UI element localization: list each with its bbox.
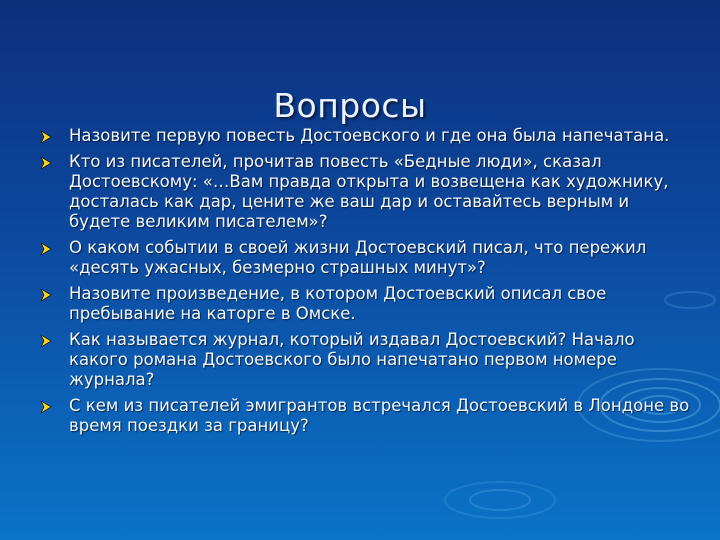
question-item (40, 330, 690, 390)
question-item (40, 152, 690, 232)
question-text: Назовите первую повесть Достоевского и где она была напечатана. (69, 126, 670, 145)
arrow-bullet-icon (40, 335, 52, 347)
question-text: Кто из писателей, прочитав повесть «Бедные люди», сказал Достоевскому: «…Вам правда открыта и возвещена как художнику, досталась как дар, цените же ваш дар и оставайтесь верным и будете великим писателем»? (69, 152, 669, 231)
arrow-bullet-icon (40, 289, 52, 301)
arrow-bullet-icon (40, 131, 52, 143)
question-list (40, 126, 690, 442)
arrow-bullet-icon (40, 157, 52, 169)
question-text: Назовите произведение, в котором Достоевский описал свое пребывание на каторге в Омске. (69, 284, 607, 323)
question-text: О каком событии в своей жизни Достоевский писал, что пережил «десять ужасных, безмерно страшных минут»? (69, 238, 647, 277)
arrow-bullet-icon (40, 401, 52, 413)
question-item (40, 396, 690, 436)
arrow-bullet-icon (40, 243, 52, 255)
question-item (40, 126, 690, 146)
question-item (40, 238, 690, 278)
question-text: С кем из писателей эмигрантов встречался Достоевский в Лондоне во время поездки за границу? (69, 396, 690, 435)
question-item (40, 284, 690, 324)
question-text: Как называется журнал, который издавал Достоевский? Начало какого романа Достоевского было напечатано первом номере журнала? (69, 330, 635, 389)
slide-title: Вопросы (273, 86, 427, 125)
